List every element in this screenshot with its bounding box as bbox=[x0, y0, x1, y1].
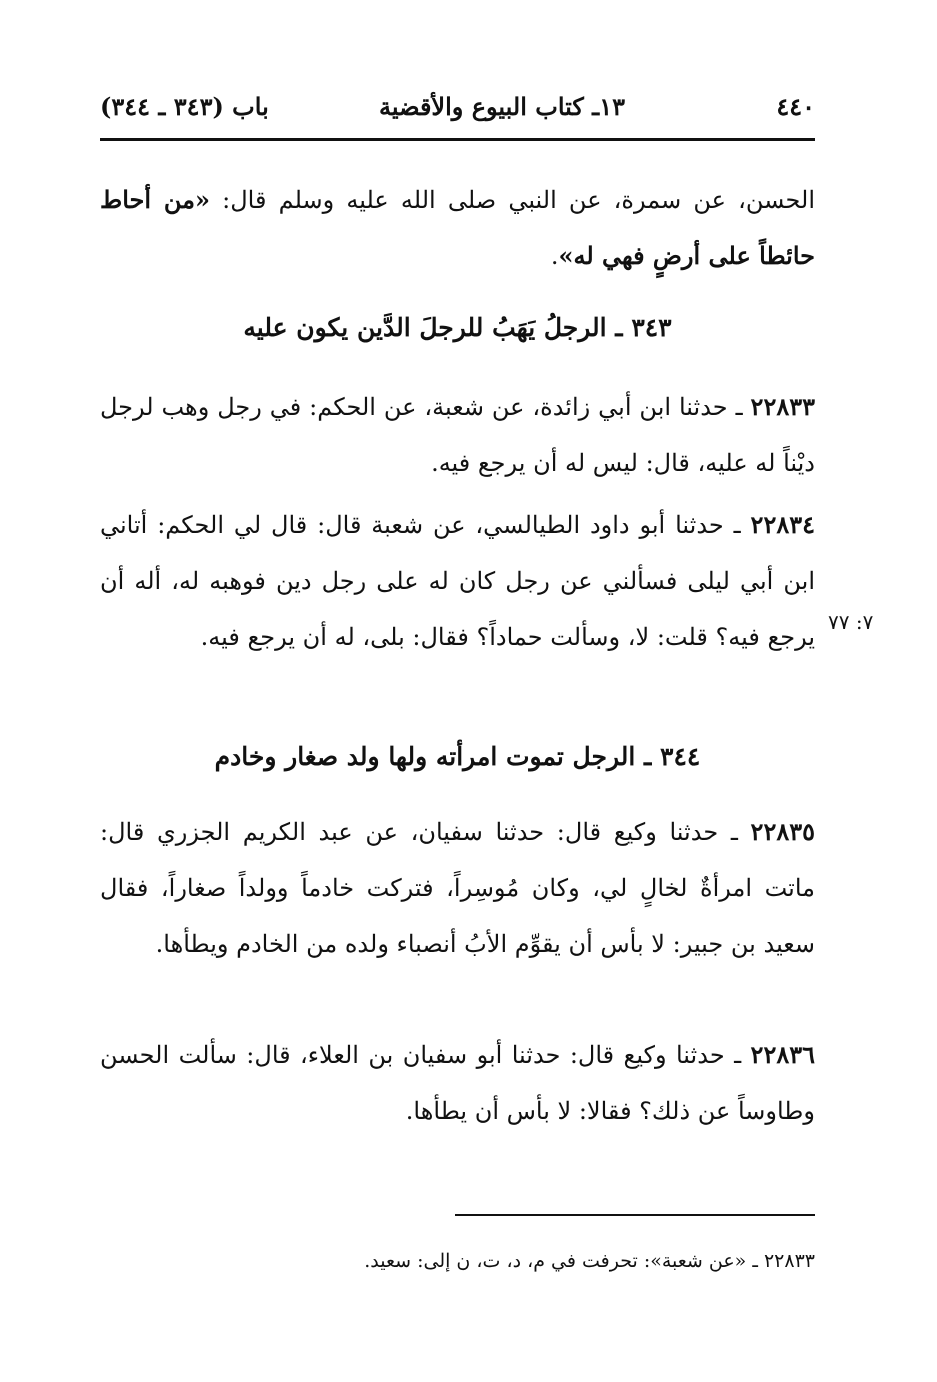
hadith-number: ٢٢٨٣٦ bbox=[750, 1040, 815, 1069]
hadith-number: ٢٢٨٣٤ bbox=[750, 510, 815, 539]
hadith-22836 bbox=[100, 1027, 815, 1139]
hadith-22834 bbox=[100, 497, 815, 665]
hadith-quote: «من أحاط حائطاً على أرضٍ فهي له» bbox=[100, 185, 815, 270]
chapter-range: باب (٣٤٣ ـ ٣٤٤) bbox=[100, 92, 269, 121]
page-number: ٤٤٠ bbox=[776, 92, 815, 121]
paragraph-text: الحسن، عن سمرة، عن النبي صلى الله عليه وسلم قال: bbox=[210, 186, 815, 214]
book-title: ١٣ـ كتاب البيوع والأقضية bbox=[379, 92, 625, 121]
paragraph-continuation bbox=[100, 172, 815, 284]
margin-reference: ٧: ٧٧ bbox=[828, 610, 874, 634]
hadith-text: ـ حدثنا وكيع قال: حدثنا سفيان، عن عبد الكريم الجزري قال: ماتت امرأةٌ لخالٍ لي، وكان مُوسِراً، فتركت خادماً وولداً صغاراً، فقال سعيد بن جبير: لا بأس أن يقوِّم الأبُ أنصباء ولده من الخادم ويطأها. bbox=[100, 818, 815, 958]
footnote-rule bbox=[455, 1214, 815, 1216]
hadith-text: ـ حدثنا وكيع قال: حدثنا أبو سفيان بن العلاء، قال: سألت الحسن وطاوساً عن ذلك؟ فقالا: لا بأس أن يطأها. bbox=[100, 1041, 815, 1125]
hadith-number: ٢٢٨٣٥ bbox=[750, 817, 815, 846]
page-header bbox=[100, 92, 815, 132]
chapter-heading-343: ٣٤٣ ـ الرجلُ يَهَبُ للرجلَ الدَّين يكون عليه bbox=[243, 313, 672, 342]
hadith-22833 bbox=[100, 379, 815, 491]
chapter-heading-344: ٣٤٤ ـ الرجل تموت امرأته ولها ولد صغار وخادم bbox=[214, 742, 701, 771]
paragraph-punct: . bbox=[550, 242, 559, 270]
hadith-number: ٢٢٨٣٣ bbox=[750, 392, 815, 421]
header-rule bbox=[100, 138, 815, 141]
hadith-22835 bbox=[100, 804, 815, 972]
hadith-text: ـ حدثنا ابن أبي زائدة، عن شعبة، عن الحكم: في رجل وهب لرجل ديْناً له عليه، قال: ليس له أن يرجع فيه. bbox=[100, 393, 815, 477]
hadith-text: ـ حدثنا أبو داود الطيالسي، عن شعبة قال: قال لي الحكم: أتاني ابن أبي ليلى فسألني عن رجل كان له على رجل دين فوهبه له، أله أن يرجع فيه؟ قلت: لا، وسألت حماداً؟ فقال: بلى، له أن يرجع فيه. bbox=[100, 511, 815, 651]
footnote: ٢٢٨٣٣ ـ «عن شعبة»: تحرفت في م، د، ت، ن إلى: سعيد. bbox=[364, 1250, 815, 1272]
